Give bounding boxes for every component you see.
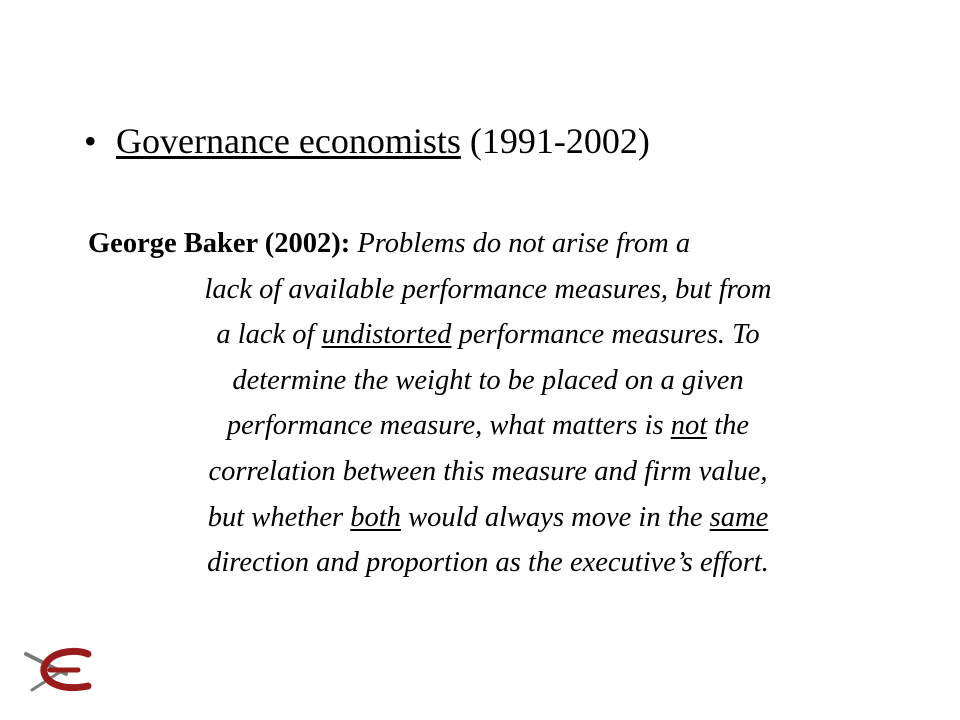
quote-text: would always move in the [408,501,703,533]
quote-block [88,221,888,586]
heading-title: Governance economists [116,121,461,161]
quote-text: determine the weight to be placed on a given [232,364,744,396]
quote-text: correlation between this measure and firm value, [208,455,768,487]
quote-line-2 [88,267,888,313]
quote-line-7 [88,495,888,541]
quote-text: the [714,410,750,442]
heading-years: (1991-2002) [469,121,650,161]
quote-emphasis: both [350,501,401,533]
quote-text: direction and proportion as the executive’s effort. [207,547,769,579]
quote-author: George Baker (2002): [88,228,351,259]
stylized-e-logo-icon [22,646,96,696]
quote-text: a lack of [216,319,315,351]
quote-text: performance measure, what matters is [226,410,664,442]
quote-emphasis: same [709,501,769,533]
quote-emphasis: undistorted [321,319,452,351]
quote-emphasis: not [670,410,708,442]
quote-line-8 [88,540,888,586]
quote-text: Problems do not arise from a [357,228,691,259]
quote-line-6 [88,449,888,495]
quote-text: lack of available performance measures, but from [204,273,772,305]
quote-text: but whether [207,501,344,533]
quote-line-4 [88,358,888,404]
quote-line-3 [88,312,888,358]
bullet-heading [84,116,650,166]
bullet-dot: • [84,121,97,161]
quote-text: performance measures. To [458,319,760,351]
quote-line-1 [88,221,888,267]
quote-line-5 [88,403,888,449]
